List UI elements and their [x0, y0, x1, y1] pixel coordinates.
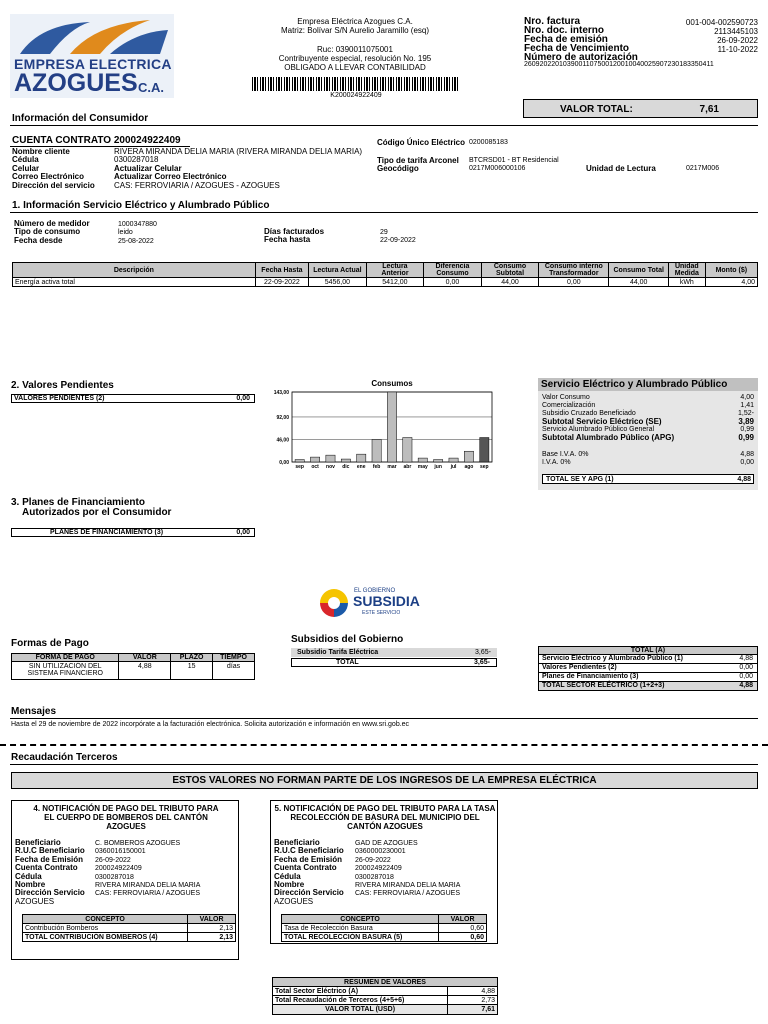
geo-label: Geocódigo: [377, 164, 419, 173]
total-a-row-label: TOTAL SECTOR ELÉCTRICO (1+2+3): [542, 682, 665, 689]
table-cell: 2,73: [448, 996, 498, 1005]
iva-row: [542, 459, 754, 467]
iva-row-value: 0,00: [740, 459, 754, 466]
table-cell: 0,00: [539, 278, 609, 287]
subsidy-row: [291, 648, 497, 657]
table-cell: 44,00: [481, 278, 539, 287]
summary-total-row: [542, 474, 754, 484]
chart-bar: [464, 451, 473, 462]
invoice-label: Nro. factura: [524, 16, 581, 27]
total-label: VALOR TOTAL:: [560, 104, 633, 115]
notice-value: 0360016150001: [95, 848, 146, 856]
consumer-value: 0300287018: [114, 155, 159, 165]
payment-title: Formas de Pago: [11, 638, 89, 649]
chart-ytick-label: 46,00: [276, 437, 289, 444]
dashed-separator: [0, 744, 768, 746]
subsidies-box: [291, 648, 497, 667]
chart-xtick-label: may: [417, 464, 428, 470]
chart-xtick-label: sep: [479, 464, 489, 470]
notice-table: [22, 914, 236, 942]
days-label: Días facturados: [264, 227, 325, 236]
table-header-row: [12, 654, 255, 662]
notice-labels: [15, 839, 85, 906]
column-header: TIEMPO: [213, 654, 255, 662]
consumer-values: [114, 148, 362, 190]
summary-row-value: 1,52-: [738, 410, 754, 417]
chart-bar: [295, 460, 304, 462]
total-value-box: [523, 99, 758, 118]
table-cell: 5412,00: [366, 278, 424, 287]
table-cell: TOTAL RECOLECCIÓN BASURA (5): [282, 933, 439, 942]
consumer-label: Nombre cliente: [12, 147, 70, 156]
notice-label: Dirección Servicio: [15, 888, 85, 898]
notice-label: Nombre: [274, 880, 305, 890]
table-cell: 5456,00: [309, 278, 367, 287]
table-row: [23, 924, 236, 933]
days-values: [380, 229, 416, 246]
chart-xtick-label: dic: [342, 464, 350, 470]
subsidies-title: Subsidios del Gobierno: [291, 634, 404, 645]
meter-value: 1000347880: [118, 221, 157, 228]
notice-basura: [270, 800, 498, 944]
summary-row-value: 1,41: [740, 402, 754, 409]
financing-label: PLANES DE FINANCIAMIENTO (3): [50, 529, 164, 536]
summary-row-value: 3,89: [738, 417, 754, 426]
total-a-row: [538, 655, 758, 664]
chart-xtick-label: abr: [403, 464, 412, 470]
iva-row-label: I.V.A. 0%: [542, 459, 571, 466]
total-a-row-value: 4,88: [739, 682, 753, 689]
days-label: Fecha hasta: [264, 235, 311, 245]
table-cell: 4,88: [448, 987, 498, 996]
table-cell: 0,60: [439, 924, 487, 933]
consumer-value: CAS: FERROVIARIA / AZOGUES - AZOGUES: [114, 180, 280, 190]
summary-row-label: Comercialización: [542, 402, 596, 409]
invoice-label: Nro. doc. interno: [524, 25, 604, 36]
table-header-row: [282, 915, 487, 924]
notice-values: [95, 840, 200, 899]
table-total-row: [282, 933, 487, 942]
table-cell: 2,13: [188, 933, 236, 942]
subsidy-logo-main: SUBSIDIA: [353, 593, 420, 609]
summary-total-value: 4,88: [737, 476, 751, 483]
table-row: [273, 987, 498, 996]
column-header: Fecha Hasta: [255, 263, 308, 278]
summary-row-label: Subtotal Servicio Eléctrico (SE): [542, 417, 662, 426]
resumen-table: [272, 977, 498, 1015]
consumer-label: Cédula: [12, 155, 39, 165]
notice-label: Cuenta Contrato: [274, 863, 337, 873]
column-header: Unidad Medida: [669, 263, 706, 278]
notice-extra: AZOGUES: [15, 896, 55, 906]
total-a-row-value: 0,00: [739, 664, 753, 671]
chart-ytick-label: 92,00: [276, 414, 289, 421]
meter-value: 25-08-2022: [118, 237, 154, 245]
column-header: FORMA DE PAGO: [12, 654, 119, 662]
notice-value: CAS: FERROVIARIA / AZOGUES: [355, 890, 461, 898]
invoice-value: 11-10-2022: [717, 45, 758, 54]
chart-xtick-label: nov: [326, 464, 335, 470]
notice-table: [281, 914, 487, 942]
messages-text: Hasta el 29 de noviembre de 2022 incorpórate a la facturación electrónica. Solicita autorización e información en www.sri.gob.ec: [11, 721, 410, 728]
notice-label: Nombre: [15, 880, 46, 890]
column-header: VALOR: [188, 915, 236, 924]
table-row: [13, 278, 758, 287]
company-special: Contribuyente especial, resolución No. 195: [278, 54, 432, 63]
table-cell: 4,88: [119, 662, 171, 680]
notice-label: Fecha de Emisión: [274, 854, 343, 864]
subsidy-total-label: TOTAL: [336, 659, 359, 666]
chart-bar: [357, 454, 366, 462]
summary-row-label: Subsidio Cruzado Beneficiado: [542, 410, 636, 417]
table-cell: Energía activa total: [13, 278, 256, 287]
summary-title: Servicio Eléctrico y Alumbrado Público: [538, 378, 758, 391]
pending-section-title: 2. Valores Pendientes: [11, 380, 114, 391]
summary-panel: [538, 378, 758, 490]
table-header-row: [273, 978, 498, 987]
consumption-chart: [260, 386, 500, 470]
third-party-banner: ESTOS VALORES NO FORMAN PARTE DE LOS INGRESOS DE LA EMPRESA ELÉCTRICA: [11, 772, 758, 789]
column-header: Lectura Anterior: [366, 263, 424, 278]
account-label: CUENTA CONTRATO: [12, 135, 112, 146]
subsidy-label: Subsidio Tarifa Eléctrica: [297, 649, 379, 656]
invoice-values: [640, 18, 758, 54]
consumer-label: Celular: [12, 163, 40, 173]
chart-ytick-label: 143,00: [273, 390, 289, 396]
barcode-text: K200024922409: [330, 92, 382, 99]
resumen-title: RESUMEN DE VALORES: [273, 978, 498, 987]
consumer-label: Correo Electrónico: [12, 172, 85, 182]
total-a-row: [538, 673, 758, 682]
chart-xtick-label: jul: [450, 464, 457, 470]
table-header-row: [23, 915, 236, 924]
summary-row: [542, 394, 754, 402]
table-header-row: [13, 263, 758, 278]
chart-bar: [372, 439, 381, 462]
summary-row-label: Subtotal Alumbrado Público (APG): [542, 433, 675, 442]
meter-label: Número de medidor: [14, 219, 90, 228]
pending-row: [11, 394, 255, 403]
column-header: CONCEPTO: [23, 915, 188, 924]
chart-bar: [449, 458, 458, 462]
notice-value: 0300287018: [95, 873, 134, 881]
total-a-row-value: 4,88: [739, 655, 753, 662]
tariff-value: BTCRSD01 - BT Residencial: [469, 157, 559, 164]
table-row: [12, 662, 255, 680]
notice-value: CAS: FERROVIARIA / AZOGUES: [95, 890, 201, 898]
table-cell: 4,00: [705, 278, 757, 287]
pending-label: VALORES PENDIENTES (2): [14, 395, 105, 402]
iva-row-value: 4,88: [740, 451, 754, 458]
notice-label: Cédula: [15, 871, 42, 881]
financing-title-2: Autorizados por el Consumidor: [22, 507, 172, 518]
account-contract: [12, 135, 181, 146]
notice-labels: [274, 839, 344, 906]
chart-bar: [341, 459, 350, 462]
meter-values: [118, 221, 157, 246]
chart-bar: [310, 457, 319, 462]
reading-unit-value: 0217M006: [686, 165, 720, 172]
summary-row: [542, 402, 754, 410]
column-header: Lectura Actual: [309, 263, 367, 278]
table-cell: kWh: [669, 278, 706, 287]
code-value: 0200085183: [469, 139, 508, 146]
total-a-row-label: Valores Pendientes (2): [542, 664, 617, 671]
meter-label: Fecha desde: [14, 235, 63, 245]
table-cell: 0,00: [424, 278, 482, 287]
summary-row: [542, 434, 754, 442]
chart-xtick-label: feb: [372, 464, 381, 470]
third-party-title: Recaudación Terceros: [11, 752, 118, 763]
notice-label: Beneficiario: [274, 838, 320, 847]
payment-table: [11, 653, 255, 680]
pending-value: 0,00: [236, 395, 250, 402]
geo-value: 0217M006000106: [469, 165, 526, 172]
summary-row-value: 0,99: [740, 426, 754, 433]
table-cell: 2,13: [188, 924, 236, 933]
notice-title: 5. NOTIFICACIÓN DE PAGO DEL TRIBUTO PARA LA TASA RECOLECCIÓN DE BASURA DEL MUNICIPIO DEL CANTÓN AZOGUES: [274, 804, 496, 831]
notice-value: C. BOMBEROS AZOGUES: [95, 840, 181, 847]
chart-xtick-label: oct: [311, 464, 319, 470]
column-header: Consumo interno Transformador: [539, 263, 609, 278]
iva-row: [542, 451, 754, 459]
total-a-row: [538, 664, 758, 673]
notice-label: Beneficiario: [15, 838, 61, 847]
table-cell: TOTAL CONTRIBUCIÓN BOMBEROS (4): [23, 933, 188, 942]
update-phone-link[interactable]: Actualizar Celular: [114, 163, 182, 173]
logo-line-2: AZOGUES: [14, 69, 138, 97]
table-cell: 7,61: [448, 1005, 498, 1015]
chart-xtick-label: ago: [464, 464, 474, 470]
notice-value: GAD DE AZOGUES: [355, 840, 418, 847]
notice-label: Fecha de Emisión: [15, 854, 84, 864]
notice-value: RIVERA MIRANDA DELIA MARIA: [355, 882, 461, 890]
notice-label: Cédula: [274, 871, 301, 881]
notice-value: 26-09-2022: [355, 856, 391, 864]
invoice-value: 001-004-002590723: [685, 18, 758, 27]
chart-bar: [418, 458, 427, 462]
table-cell: SIN UTILIZACIÓN DEL SISTEMA FINANCIERO: [12, 662, 119, 680]
table-row: [282, 924, 487, 933]
summary-row-value: 4,00: [740, 394, 754, 401]
consumer-label: Dirección del servicio: [12, 180, 95, 190]
table-total-row: [273, 1005, 498, 1015]
column-header: Consumo Subtotal: [481, 263, 539, 278]
reading-unit-label: Unidad de Lectura: [586, 164, 656, 173]
meter-labels: [14, 220, 90, 245]
table-cell: 0,60: [439, 933, 487, 942]
notice-values: [355, 840, 460, 899]
invoice-value: 26-09-2022: [717, 36, 758, 45]
days-labels: [264, 228, 324, 245]
notice-value: 26-09-2022: [95, 856, 131, 864]
summary-row-label: Servicio Alumbrado Público General: [542, 426, 655, 433]
notice-value: 200024922409: [95, 865, 142, 873]
total-a-rows: [538, 655, 758, 691]
subsidy-total-value: 3,65-: [474, 659, 490, 666]
invoice-labels: [524, 17, 644, 62]
financing-value: 0,00: [236, 529, 250, 536]
chart-xtick-label: jun: [434, 464, 442, 470]
subsidy-emblem-icon: [318, 587, 350, 619]
messages-title: Mensajes: [11, 706, 57, 717]
days-value: 22-09-2022: [380, 237, 416, 245]
table-total-row: [23, 933, 236, 942]
chart-xtick-label: mar: [387, 464, 397, 470]
chart-xtick-label: sep: [295, 464, 305, 470]
total-a-title: TOTAL (A): [538, 646, 758, 655]
code-label: Código Único Eléctrico: [377, 138, 466, 147]
iva-row-label: Base I.V.A. 0%: [542, 451, 589, 458]
subsidy-value: 3,65-: [475, 649, 491, 656]
chart-bar: [434, 460, 443, 462]
total-a-row-value: 0,00: [739, 673, 753, 680]
column-header: Monto ($): [705, 263, 757, 278]
table-cell: 22-09-2022: [255, 278, 308, 287]
consumption-table: [12, 262, 758, 287]
consumer-value: RIVERA MIRANDA DELIA MARIA (RIVERA MIRANDA DELIA MARIA): [114, 147, 363, 156]
column-header: Descripción: [13, 263, 256, 278]
notice-value: RIVERA MIRANDA DELIA MARIA: [95, 882, 201, 890]
company-obligado: OBLIGADO A LLEVAR CONTABILIDAD: [284, 63, 426, 72]
column-header: PLAZO: [171, 654, 213, 662]
meter-label: Tipo de consumo: [14, 227, 81, 237]
total-a-row: [538, 682, 758, 691]
total-a-row-label: Planes de Financiamiento (3): [542, 673, 639, 680]
meter-value: leido: [118, 229, 133, 237]
table-row: [273, 996, 498, 1005]
total-a-row-label: Servicio Eléctrico y Alumbrado Público (1): [542, 655, 683, 662]
notice-bomberos: [11, 800, 239, 960]
notice-label: R.U.C Beneficiario: [15, 846, 85, 856]
table-cell: Tasa de Recolección Basura: [282, 924, 439, 933]
notice-label: R.U.C Beneficiario: [274, 846, 344, 856]
invoice-label: Fecha de Vencimiento: [524, 43, 630, 54]
iva-rows: [542, 451, 754, 467]
column-header: VALOR: [439, 915, 487, 924]
chart-title: Consumos: [371, 379, 413, 388]
financing-title-1: 3. Planes de Financiamiento: [11, 497, 145, 508]
total-a-box: [538, 646, 758, 691]
column-header: CONCEPTO: [282, 915, 439, 924]
column-header: Diferencia Consumo: [424, 263, 482, 278]
table-cell: Total Sector Eléctrico (A): [273, 987, 448, 996]
total-value: 7,61: [699, 104, 719, 115]
notice-extra: AZOGUES: [274, 896, 314, 906]
company-info: [250, 17, 460, 72]
notice-value: 0300287018: [355, 873, 394, 881]
subsidy-total-row: [291, 658, 497, 667]
company-logo: [10, 14, 174, 98]
notice-label: Cuenta Contrato: [15, 863, 78, 873]
table-cell: 15: [171, 662, 213, 680]
authorization-number: 2609202201039001107500120010040025907230183350411: [524, 61, 714, 68]
invoice-value: 2113445103: [714, 27, 758, 36]
table-cell: VALOR TOTAL (USD): [273, 1005, 448, 1015]
consumer-section-title: Información del Consumidor: [12, 113, 149, 124]
consumer-labels: [12, 148, 95, 190]
company-ruc: Ruc: 0390011075001: [317, 45, 393, 54]
subsidy-logo: [318, 585, 418, 621]
notice-value: 0360000230001: [355, 848, 406, 856]
summary-row: [542, 418, 754, 426]
tariff-label: Tipo de tarifa Arconel: [377, 156, 459, 165]
chart-xtick-label: ene: [356, 464, 366, 470]
notice-title: 4. NOTIFICACIÓN DE PAGO DEL TRIBUTO PARA EL CUERPO DE BOMBEROS DEL CANTÓN AZOGUES: [33, 804, 219, 831]
summary-total-label: TOTAL SE Y APG (1): [546, 476, 614, 483]
logo-suffix: C.A.: [138, 80, 164, 95]
column-header: Consumo Total: [609, 263, 669, 278]
account-value: 200024922409: [113, 135, 181, 146]
notice-value: 200024922409: [355, 865, 402, 873]
column-header: VALOR: [119, 654, 171, 662]
chart-ytick-label: 0,00: [279, 460, 289, 466]
chart-bar: [403, 438, 412, 462]
company-matrix: Matriz: Bolívar S/N Aurelio Jaramillo (esq): [280, 26, 430, 35]
service-section-title: 1. Información Servicio Eléctrico y Alumbrado Público: [12, 200, 270, 211]
chart-bar: [326, 455, 335, 462]
update-email-link[interactable]: Actualizar Correo Electrónico: [114, 172, 227, 182]
invoice-label: Número de autorización: [524, 52, 638, 63]
financing-row: [11, 528, 255, 537]
summary-row-value: 0,99: [738, 433, 754, 442]
table-cell: 44,00: [609, 278, 669, 287]
invoice-label: Fecha de emisión: [524, 34, 608, 45]
summary-rows: [542, 394, 754, 442]
chart-bar: [387, 392, 396, 462]
subsidy-logo-bottom: ESTE SERVICIO: [362, 610, 401, 616]
notice-label: Dirección Servicio: [274, 888, 344, 898]
summary-row-label: Valor Consumo: [542, 394, 590, 401]
table-cell: Contribución Bomberos: [23, 924, 188, 933]
subsidy-logo-top: EL GOBIERNO: [354, 588, 396, 594]
barcode: [252, 77, 460, 91]
days-value: 29: [380, 229, 388, 236]
table-cell: Total Recaudación de Terceros (4+5+6): [273, 996, 448, 1005]
company-name: Empresa Eléctrica Azogues C.A.: [297, 17, 413, 26]
table-cell: días: [213, 662, 255, 680]
chart-bar: [480, 438, 489, 462]
logo-line-1: EMPRESA ELECTRICA: [14, 56, 172, 72]
